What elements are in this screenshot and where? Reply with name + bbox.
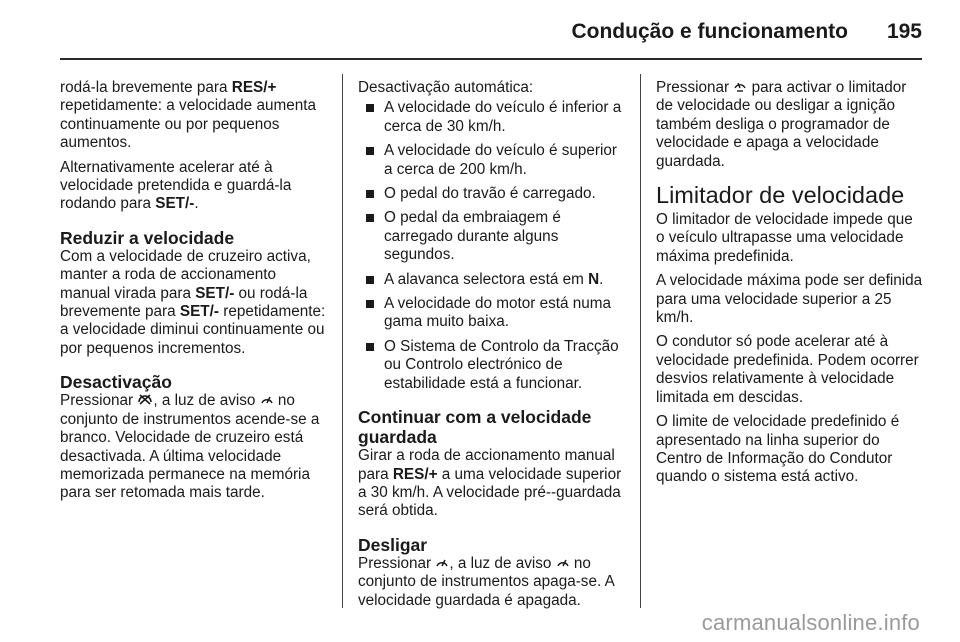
column-2 [358,79,626,616]
bullet-square-icon [366,147,374,155]
column-divider-1 [342,74,343,608]
list-item: A velocidade do veículo é superior a cerca de 200 km/h. [366,142,626,179]
paragraph-limiter-max: A velocidade máxima pode ser definida para uma velocidade superior a 25 km/h. [656,272,923,327]
bullet-square-icon [366,343,374,351]
section-title: Condução e funcionamento [571,20,848,43]
paragraph-resume-increase: rodá-la brevemente para RES/+ repetidamente: a velocidade aumenta continuamente ou por pequenos aumentos. [60,79,316,152]
heading-switch-off: Desligar [358,534,428,555]
paragraph-limiter-intro: O limitador de velocidade impede que o veículo ultrapasse uma velocidade máxima predefinida. [656,211,913,265]
header-divider [60,58,922,60]
paragraph-deactivation: Pressionar , a luz de aviso no conjunto de instrumentos acende-se a branco. Velocidade de cruzeiro está desactivada. A última velocidade memorizada permanece na memória para ser retomada mais tarde. [60,392,320,502]
cruise-control-icon [556,555,570,573]
bullet-square-icon [366,104,374,112]
heading-speed-limiter: Limitador de velocidade [656,182,905,209]
auto-deactivation-list [358,99,626,393]
list-item: A velocidade do motor está numa gama muito baixa. [366,295,626,332]
page-header [0,0,960,60]
heading-reduce-speed: Reduzir a velocidade [60,227,235,248]
cruise-control-icon [435,555,449,573]
list-item: A alavanca selectora está em N. [366,271,626,289]
column-divider-2 [640,74,641,608]
list-item: O pedal do travão é carregado. [366,185,626,203]
speed-limiter-icon [733,79,747,97]
bullet-square-icon [366,276,374,284]
column-3 [656,79,924,493]
paragraph-reduce-speed: Com a velocidade de cruzeiro activa, manter a roda de accionamento manual virada para SET/- ou rodá-la brevemente para SET/- repetidamente: a velocidade diminui continuamente ou por pequenos incrementos. [60,247,326,357]
cruise-control-icon [260,392,274,410]
list-item: A velocidade do veículo é inferior a cerca de 30 km/h. [366,99,626,136]
bullet-square-icon [366,190,374,198]
list-item: O Sistema de Controlo da Tracção ou Controlo electrónico de estabilidade está a funcionar. [366,338,626,393]
page-number: 195 [886,20,922,43]
paragraph-accelerate-store: Alternativamente acelerar até à velocidade pretendida e guardá-la rodando para SET/-. [60,158,292,213]
paragraph-continue-stored-speed: Girar a roda de accionamento manual para RES/+ a uma velocidade superior a 30 km/h. A velocidade pré--guardada será obtida. [358,447,622,520]
auto-deactivation-title: Desactivação automática: [358,79,534,96]
column-1 [60,79,328,509]
paragraph-limiter-accelerate: O condutor só pode acelerar até à velocidade predefinida. Podem ocorrer desvios relativamente à velocidade limitada em descidas. [656,333,919,406]
heading-continue-stored-speed: Continuar com a velocidade guardada [358,407,592,448]
paragraph-activate-limiter: Pressionar para activar o limitador de velocidade ou desligar a ignição também desliga o programador de velocidade e apaga a velocidade guardada. [656,79,907,170]
bullet-square-icon [366,300,374,308]
cruise-cancel-icon [137,392,153,410]
bullet-square-icon [366,214,374,222]
paragraph-limiter-display: O limite de velocidade predefinido é apresentado na linha superior do Centro de Informação do Condutor quando o sistema está activo. [656,413,900,486]
paragraph-switch-off: Pressionar , a luz de aviso no conjunto de instrumentos apaga-se. A velocidade guardada é apagada. [358,554,614,609]
list-item: O pedal da embraiagem é carregado durante alguns segundos. [366,209,626,264]
heading-deactivation: Desactivação [60,372,172,393]
watermark: carmanualsonline.info [701,610,920,635]
